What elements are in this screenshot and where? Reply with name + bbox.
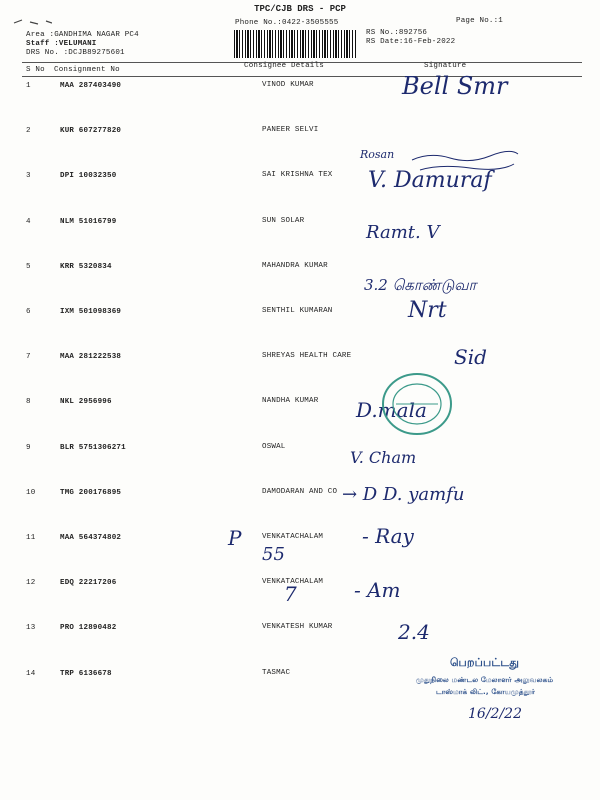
col-consignment: Consignment No bbox=[54, 66, 120, 74]
rs-number: RS No.:892756 bbox=[366, 29, 428, 37]
row-sno: 12 bbox=[26, 579, 36, 588]
row-consignment: PRO 12890482 bbox=[60, 624, 117, 633]
signature-row-10: → D D. yamfu bbox=[342, 484, 465, 505]
round-seal bbox=[374, 368, 460, 445]
row-consignee: TASMAC bbox=[262, 668, 291, 677]
row-sno: 6 bbox=[26, 308, 31, 316]
signature-row-12-a: 7 bbox=[284, 582, 297, 606]
row-sno: 13 bbox=[26, 624, 36, 633]
row-consignee: SHREYAS HEALTH CARE bbox=[262, 352, 352, 361]
pen-strokes bbox=[410, 150, 520, 179]
stamp-date: 16/2/22 bbox=[468, 706, 522, 722]
table-row bbox=[0, 579, 600, 619]
stamp-line-2: முதுநிலை மண்டல மேலாளர் அலுவலகம் bbox=[416, 676, 554, 684]
row-consignee: PANEER SELVI bbox=[262, 126, 319, 135]
table-row bbox=[0, 534, 600, 574]
row-consignee: VINOD KUMAR bbox=[262, 81, 314, 89]
row-consignee: NANDHA KUMAR bbox=[262, 397, 319, 406]
table-row bbox=[0, 82, 600, 122]
row-sno: 4 bbox=[26, 217, 31, 226]
table-row bbox=[0, 263, 600, 303]
row-sno: 9 bbox=[26, 443, 31, 452]
row-sno: 11 bbox=[26, 534, 36, 542]
row-consignment: DPI 10032350 bbox=[60, 172, 117, 181]
stamp-line-3: டாஸ்மாக் லிட்., கோயமுத்தூர் bbox=[436, 688, 536, 696]
row-consignment: MAA 564374802 bbox=[60, 534, 122, 542]
signature-row-12-b: - Am bbox=[354, 578, 401, 602]
row-consignee: SAI KRISHNA TEX bbox=[262, 171, 333, 180]
signature-row-9: V. Cham bbox=[350, 448, 417, 467]
signature-row-5: 3.2 கொண்டுவா bbox=[364, 276, 477, 294]
document-title: TPC/CJB DRS - PCP bbox=[254, 4, 346, 14]
signature-row-8: D.mala bbox=[356, 398, 427, 422]
row-consignee: SUN SOLAR bbox=[262, 216, 305, 225]
row-consignee: VENKATESH KUMAR bbox=[262, 623, 333, 632]
stamp-line-1: பெறப்பட்டது bbox=[450, 656, 520, 669]
row-sno: 1 bbox=[26, 82, 31, 90]
signature-row-6: Nrt bbox=[408, 298, 447, 323]
row-consignment: EDQ 22217206 bbox=[60, 579, 117, 588]
signature-row-4: Ramt. V bbox=[366, 222, 440, 243]
staff-label: Staff :VELUMANI bbox=[26, 40, 97, 48]
row-consignee: SENTHIL KUMARAN bbox=[262, 307, 333, 315]
row-consignee: VENKATACHALAM bbox=[262, 578, 324, 587]
row-sno: 14 bbox=[26, 669, 36, 678]
col-sno: S No bbox=[26, 66, 45, 74]
signature-row-11-c: 55 bbox=[262, 544, 285, 565]
row-sno: 2 bbox=[26, 127, 31, 136]
signature-row-1: Bell Smr bbox=[402, 72, 508, 100]
row-consignee: VENKATACHALAM bbox=[262, 533, 324, 541]
row-consignee: DAMODARAN AND CO bbox=[262, 487, 338, 496]
col-signature: Signature bbox=[424, 62, 467, 70]
received-stamp bbox=[416, 656, 576, 734]
row-consignment: KRR 5320834 bbox=[60, 262, 112, 271]
row-sno: 3 bbox=[26, 172, 31, 181]
col-consignee: Consignee Details bbox=[244, 62, 324, 70]
table-row bbox=[0, 353, 600, 393]
table-row bbox=[0, 218, 600, 258]
signature-row-13: 2.4 bbox=[398, 620, 430, 644]
row-consignment: NKL 2956996 bbox=[60, 398, 112, 407]
signature-row-11-a: P bbox=[228, 526, 242, 550]
table-row bbox=[0, 308, 600, 348]
row-consignment: KUR 607277820 bbox=[60, 127, 122, 136]
row-consignment: MAA 287403490 bbox=[60, 82, 122, 90]
signature-row-3: V. Damuraf bbox=[368, 168, 492, 193]
drs-number: DRS No. :DCJB89275601 bbox=[26, 49, 125, 57]
row-sno: 5 bbox=[26, 262, 31, 271]
barcode bbox=[234, 30, 356, 58]
table-row bbox=[0, 444, 600, 484]
row-consignment: MAA 281222538 bbox=[60, 353, 122, 362]
row-sno: 8 bbox=[26, 398, 31, 407]
rs-date: RS Date:16-Feb-2022 bbox=[366, 38, 456, 46]
row-consignment: TRP 6136678 bbox=[60, 669, 112, 678]
row-consignment: IXM 501098369 bbox=[60, 308, 122, 316]
phone-number: Phone No.:0422-3505555 bbox=[235, 19, 339, 27]
table-row bbox=[0, 489, 600, 529]
signature-row-7: Sid bbox=[454, 345, 487, 369]
row-consignment: NLM 51016799 bbox=[60, 217, 117, 226]
pen-scribble bbox=[12, 14, 52, 32]
row-consignment: BLR 5751306271 bbox=[60, 443, 126, 452]
row-consignee: MAHANDRA KUMAR bbox=[262, 261, 328, 270]
page-number: Page No.:1 bbox=[456, 17, 504, 25]
signature-row-2: Rosan bbox=[360, 148, 395, 161]
row-sno: 10 bbox=[26, 488, 36, 497]
signature-row-11-b: - Ray bbox=[362, 524, 414, 548]
row-sno: 7 bbox=[26, 353, 31, 362]
area-label: Area :GANDHIMA NAGAR PC4 bbox=[26, 31, 139, 39]
table-row bbox=[0, 398, 600, 438]
row-consignment: TMG 200176895 bbox=[60, 488, 122, 497]
row-consignee: OSWAL bbox=[262, 442, 286, 451]
